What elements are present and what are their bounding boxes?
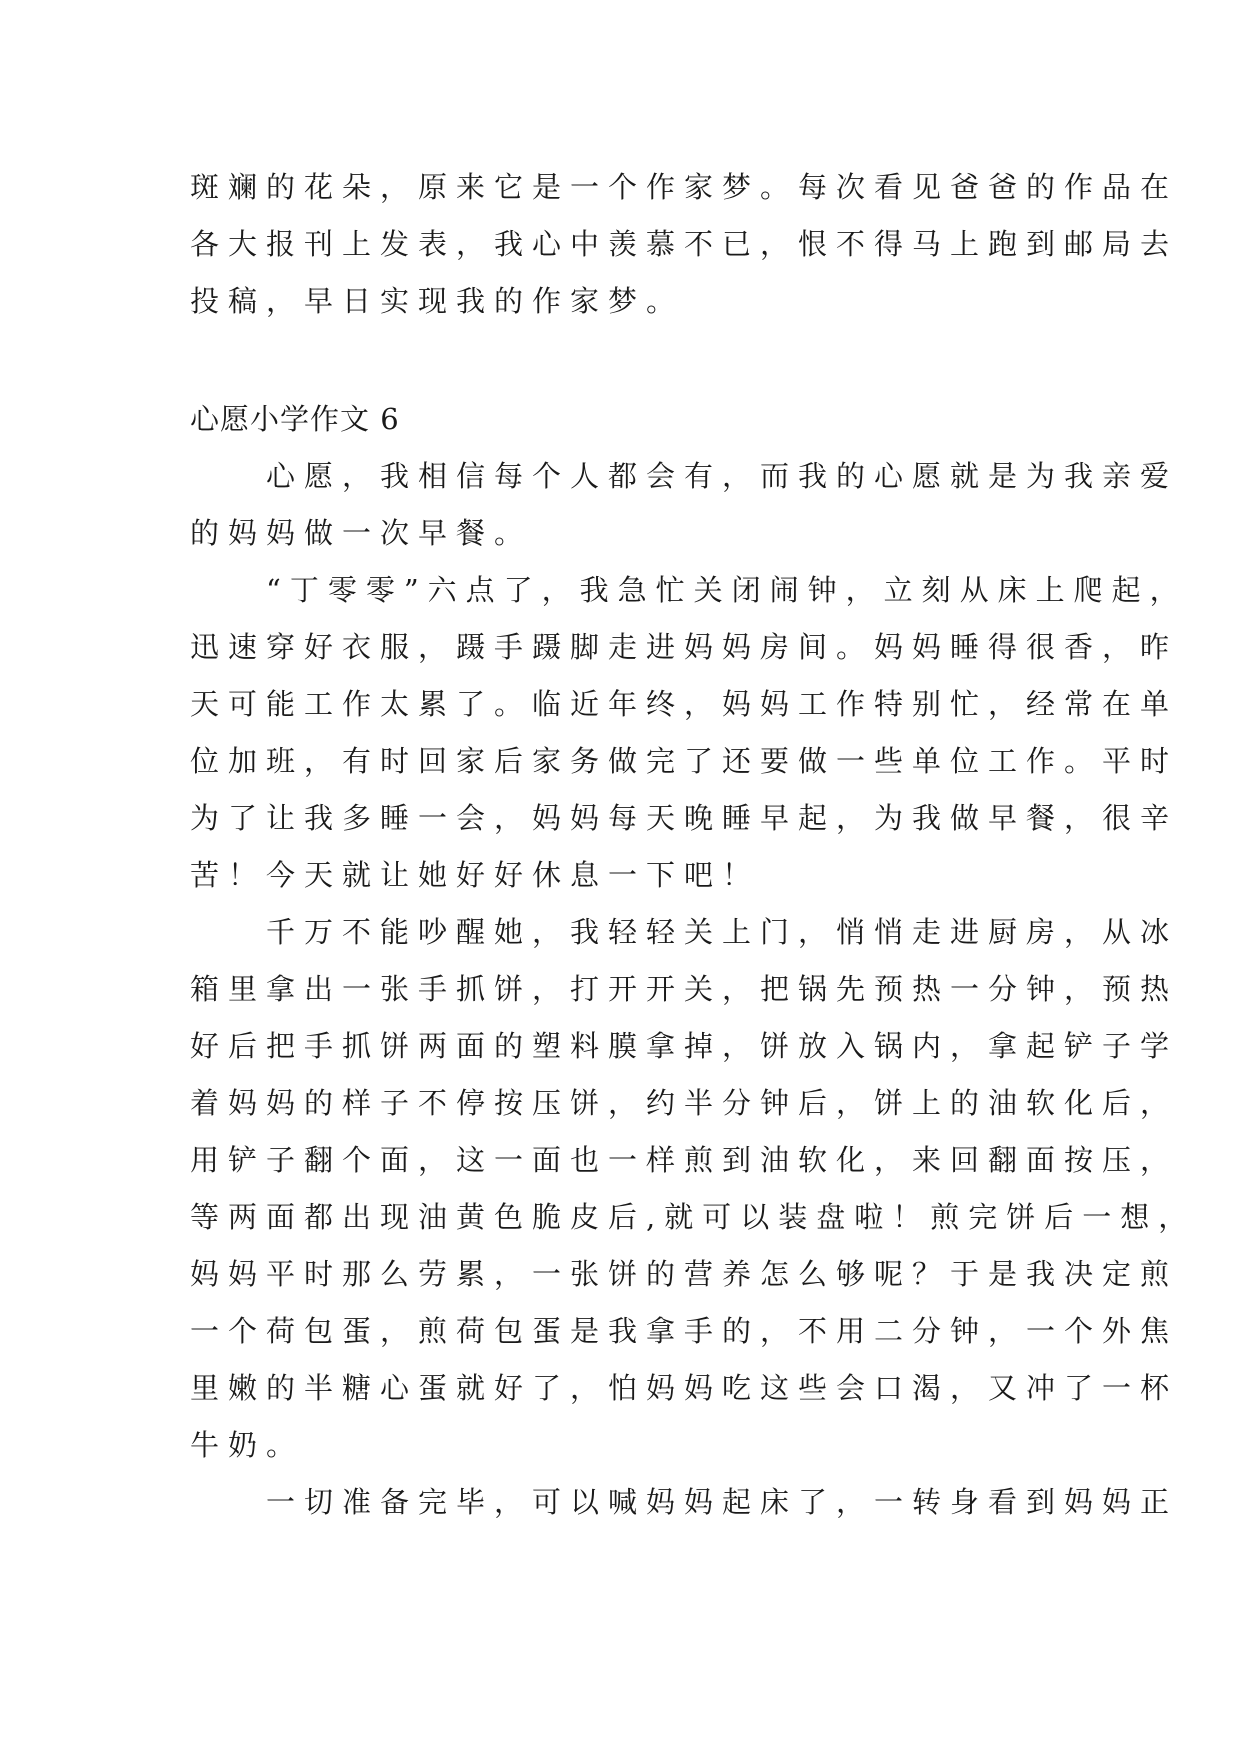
text-line: 心愿，我相信每个人都会有，而我的心愿就是为我亲爱 [190, 459, 1179, 493]
text-line: 牛奶。 [190, 1428, 305, 1462]
text-line: 迅速穿好衣服，蹑手蹑脚走进妈妈房间。妈妈睡得很香，昨 [190, 630, 1179, 664]
text-line: 等两面都出现油黄色脆皮后,就可以装盘啦！煎完饼后一想， [190, 1200, 1197, 1234]
text-line: 里嫩的半糖心蛋就好了，怕妈妈吃这些会口渴，又冲了一杯 [190, 1371, 1179, 1405]
text-line: 千万不能吵醒她，我轻轻关上门，悄悄走进厨房，从冰 [190, 915, 1179, 949]
text-line: 为了让我多睡一会，妈妈每天晚睡早起，为我做早餐，很辛 [190, 801, 1179, 835]
text-line: 着妈妈的样子不停按压饼，约半分钟后，饼上的油软化后， [190, 1086, 1179, 1120]
text-line: 好后把手抓饼两面的塑料膜拿掉，饼放入锅内，拿起铲子学 [190, 1029, 1179, 1063]
text-line: 各大报刊上发表，我心中羡慕不已，恨不得马上跑到邮局去 [190, 227, 1179, 261]
text-line: “丁零零”六点了，我急忙关闭闹钟，立刻从床上爬起， [190, 573, 1188, 607]
text-line: 妈妈平时那么劳累，一张饼的营养怎么够呢？于是我决定煎 [190, 1257, 1179, 1291]
text-line: 天可能工作太累了。临近年终，妈妈工作特别忙，经常在单 [190, 687, 1179, 721]
text-line: 斑斓的花朵，原来它是一个作家梦。每次看见爸爸的作品在 [190, 170, 1179, 204]
text-line: 的妈妈做一次早餐。 [190, 516, 533, 550]
text-line: 苦！今天就让她好好休息一下吧！ [190, 858, 761, 892]
text-line: 箱里拿出一张手抓饼，打开开关，把锅先预热一分钟，预热 [190, 972, 1179, 1006]
text-line: 投稿，早日实现我的作家梦。 [190, 284, 685, 318]
text-line: 用铲子翻个面，这一面也一样煎到油软化，来回翻面按压， [190, 1143, 1179, 1177]
text-line: 一个荷包蛋，煎荷包蛋是我拿手的，不用二分钟，一个外焦 [190, 1314, 1179, 1348]
section-heading: 心愿小学作文 6 [190, 402, 400, 436]
text-line: 位加班，有时回家后家务做完了还要做一些单位工作。平时 [190, 744, 1179, 778]
text-line: 一切准备完毕，可以喊妈妈起床了，一转身看到妈妈正 [190, 1485, 1179, 1519]
